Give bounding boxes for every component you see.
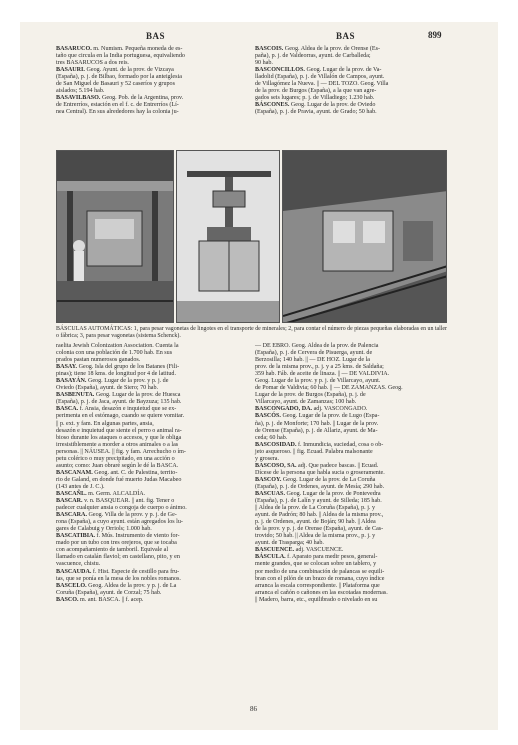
figure-illustration-1 bbox=[57, 151, 174, 323]
entry-line: BASCO. m. ant. BASCA. || f. acep. bbox=[56, 596, 144, 603]
page-footer-mark: 86 bbox=[250, 705, 257, 713]
entry-line: (España), p. j. de Lalín y ayunt. de Silleda; 185 hab. bbox=[255, 498, 382, 505]
entry-line: de la prov. de Burgos (España), a la que van agre- bbox=[255, 88, 377, 95]
entry-line: BASCANAM. Geog. ant. C. de Palestina, territo- bbox=[56, 469, 178, 476]
entry-line: padecer cualquier ansia o congoja de cuerpo o ánimo. bbox=[56, 505, 187, 512]
entry-line: Lugar de la prov. de Burgos (España), p. j. de bbox=[255, 392, 366, 399]
entry-line: petu colérico o muy precipitado, en una acción o bbox=[56, 455, 175, 462]
entry-line: con acompañamiento de tamboril. Equivale al bbox=[56, 547, 169, 554]
figure-caption: BÁSCULAS AUTOMÁTICAS: 1, para pesar vagonetas de lingotes en el transporte de minerales; 2, para contar el número de piezas pequeñas elaboradas en un taller o fábrica; 3, para pesar vagonetas (sistema Schenck). bbox=[56, 326, 447, 339]
entry-line: de Orense (España), p. j. de Allariz, ayunt. de Ma- bbox=[255, 427, 378, 434]
entry-line: lladolid (España), p. j. de Villalón de Campos, ayunt. bbox=[255, 74, 385, 81]
entry-line: prados pastan numerosos ganados. bbox=[56, 357, 141, 364]
entry-line: jeto asqueroso. || fig. Ecuad. Palabra malsonante bbox=[255, 448, 373, 455]
entry-line: Berzosilla; 140 hab. || — DE HOZ. Lugar de la bbox=[255, 357, 370, 364]
entry-line: BASCATIBIA. f. Mús. Instrumento de viento for- bbox=[56, 533, 180, 540]
entry-line: BASAY. Geog. Isla del grupo de los Batanes (Fili- bbox=[56, 364, 180, 371]
entry-line: ña), p. j. de Monforte; 170 hab. || Lugar de la prov. bbox=[255, 420, 379, 427]
entry-line: BASCAUDA. f. Hist. Especie de cestillo para fru- bbox=[56, 568, 180, 575]
entry-line: BASCUAS. Geog. Lugar de la prov. de Pontevedra bbox=[255, 490, 381, 497]
entry-line: mado por un tubo con tres orejeros, que se tocaba bbox=[56, 540, 177, 547]
figure-illustration-3 bbox=[283, 151, 447, 323]
scales-figure bbox=[56, 150, 447, 323]
entry-line: (España), p. j. de Ordenes, ayunt. de Mesía; 290 hab. bbox=[255, 483, 385, 490]
entry-line: mente grandes, que se colocan sobre un tablero, y bbox=[255, 561, 377, 568]
entry-line: gados seis lugares; p. j. de Villadiego; 1.230 hab. bbox=[255, 95, 375, 102]
entry-line: y grosera. bbox=[255, 455, 280, 462]
entry-line: BASCOSIDAD. f. Inmundicia, suciedad, cosa o ob- bbox=[255, 441, 384, 448]
entry-line: BASCOSO, SA. adj. Que padece bascas. || Ecuad. bbox=[255, 462, 379, 469]
entry-line: BASAVILBASO. Geog. Pob. de la Argentina, prov. bbox=[56, 95, 184, 102]
entry-line: BASCONGADO, DA. adj. VASCONGADO. bbox=[255, 406, 368, 413]
entry-line: (España), p. j. de Cervera de Pisuerga, ayunt. de bbox=[255, 350, 373, 357]
entry-line: vascuence, chistu. bbox=[56, 561, 101, 568]
entry-line: gares de Calabuig y Orriols; 1.000 hab. bbox=[56, 526, 152, 533]
entry-line: Geog. Lugar de la prov. y p. j. de Villarcayo, ayunt. bbox=[255, 378, 381, 385]
entry-line: nea Central). En sus alrededores hay la colonia ju- bbox=[56, 109, 179, 116]
figure-illustration-2 bbox=[177, 151, 280, 323]
entry-line: BASCÓS. Geog. Lugar de la prov. de Lugo (Espa- bbox=[255, 413, 380, 420]
entry-line: trovido; 50 hab. || Aldea de la misma prov., p. j. y bbox=[255, 533, 376, 540]
entry-line: BÁSCONES. Geog. Lugar de la prov. de Oviedo bbox=[255, 102, 376, 109]
entry-line: Coruña (España), ayunt. de Corzal; 75 hab. bbox=[56, 589, 162, 596]
entry-line: p. j. de Ordenes, ayunt. de Boján; 90 hab. || Aldea bbox=[255, 519, 376, 526]
entry-line: BASARUCO. m. Numism. Pequeña moneda de es- bbox=[56, 46, 183, 52]
entry-line: BASCOIS. Geog. Aldea de la prov. de Orense (Es- bbox=[255, 46, 381, 52]
entry-line: llamado en catalán flaviol; en castellano, pito, y en bbox=[56, 554, 180, 561]
entry-line: || p. ext. y fam. En algunas partes, ansia, bbox=[56, 420, 154, 427]
entry-line: aislados; 5.194 hab. bbox=[56, 88, 105, 95]
entry-line: BASCUENCE. adj. VASCUENCE. bbox=[255, 547, 344, 554]
entry-line: Oviedo (España), ayunt. de Siero; 70 hab. bbox=[56, 385, 159, 392]
entry-line: arranca el cañón o cañones en las escotadas modernas. bbox=[255, 589, 388, 596]
upper-right-column bbox=[255, 46, 447, 116]
entry-line: Villarcayo, ayunt. de Zamanzas; 100 hab. bbox=[255, 399, 357, 406]
upper-left-column bbox=[56, 46, 248, 116]
entry-line: por medio de una combinación de palancas se equili- bbox=[255, 568, 385, 575]
lower-right-column bbox=[255, 343, 447, 604]
entry-line: de Entrerríos, estación en el f. c. de Entrerríos (Lí- bbox=[56, 102, 179, 109]
entry-line: BASAYÁN. Geog. Lugar de la prov. y p. j. de bbox=[56, 378, 169, 385]
running-head-left: BAS bbox=[146, 31, 166, 41]
entry-line: ayunt. de Padrón; 80 hab. || Aldea de la misma prov., bbox=[255, 512, 384, 519]
entry-line: tres BASARUCOS a dos reis. bbox=[56, 60, 129, 67]
lower-left-column bbox=[56, 343, 248, 604]
entry-line: BASCARA. Geog. Villa de la prov. y p. j. de Ge- bbox=[56, 512, 177, 519]
entry-line: ceda; 60 hab. bbox=[255, 434, 288, 441]
figure-panel-1 bbox=[56, 150, 174, 323]
entry-line: personas. || NÁUSEA. || fig. y fam. Arrechucho o ím- bbox=[56, 448, 186, 455]
entry-line: BASCAÑL. m. Germ. ALCALDÍA. bbox=[56, 490, 146, 497]
figure-panel-3 bbox=[282, 150, 447, 323]
entry-line: bran con el pilón de un brazo de romana, cuyo índice bbox=[255, 575, 385, 582]
entry-line: bioso durante los ataques o accesos, y que le obliga bbox=[56, 434, 182, 441]
entry-line: — DE EBRO. Geog. Aldea de la prov. de Palencia bbox=[255, 343, 379, 349]
entry-line: BASCOY. Geog. Lugar de la prov. de La Coruña bbox=[255, 476, 376, 483]
entry-line: colonia con una población de 1.700 hab. En sus bbox=[56, 350, 173, 357]
entry-line: 90 hab. bbox=[255, 60, 273, 67]
entry-line: asunto; como: Juan obraré según le dé la BASCA. bbox=[56, 462, 179, 469]
entry-line: irresistiblemente a morder a otros animales o a las bbox=[56, 441, 179, 448]
figure-panel-2 bbox=[176, 150, 280, 323]
entry-line: paña), p. j. de Valdeorras, ayunt. de Carballeda; bbox=[255, 53, 371, 60]
entry-line: de la prov. y p. j. de Orense (España), ayunt. de Cas- bbox=[255, 526, 384, 533]
entry-line: (España), p. j. de Bilbao, formado por la anteiglesia bbox=[56, 74, 182, 81]
entry-line: (143 antes de J. C.). bbox=[56, 483, 105, 490]
entry-line: desazón e inquietud que siente el perro o animal ra- bbox=[56, 427, 182, 434]
entry-line: BÁSCULA. f. Aparato para medir pesos, general- bbox=[255, 554, 378, 561]
entry-line: 359 hab. Fáb. de aceite de linaza. || — DE VALDIVIA. bbox=[255, 371, 390, 378]
entry-line: BASCELO. Geog. Aldea de la prov. y p. j. de La bbox=[56, 582, 177, 589]
entry-line: de San Miguel de Basauri y 52 caseríos y grupos bbox=[56, 81, 175, 88]
entry-line: Dícese de la persona que habla sucia o groseramente. bbox=[255, 469, 385, 476]
entry-line: tas, que se ponía en la mesa de los nobles romanos. bbox=[56, 575, 181, 582]
entry-line: BASCONCILLOS. Geog. Lugar de la prov. de Va- bbox=[255, 67, 382, 74]
entry-line: pinas); tiene 18 kms. de longitud por 4 de latitud. bbox=[56, 371, 176, 378]
entry-line: de Pomar de Valdivia; 60 hab. || — DE ZAMANZAS. Geog. bbox=[255, 385, 403, 392]
page-number: 899 bbox=[428, 30, 442, 40]
entry-line: raelita Jewish Colonization Association. Cuenta la bbox=[56, 343, 179, 349]
entry-line: rona (España), a cuyo ayunt. están agregados los lu- bbox=[56, 519, 183, 526]
entry-line: rio de Galand, en donde fué muerto Judas Macabeo bbox=[56, 476, 182, 483]
entry-line: (España), p. j. de Jaca, ayunt. de Bayzuza; 135 hab. bbox=[56, 399, 182, 406]
entry-line: de Villagómez la Nueva. || — DEL TOZO. Geog. Villa bbox=[255, 81, 389, 88]
entry-line: BASAURI. Geog. Ayunt. de la prov. de Vizcaya bbox=[56, 67, 174, 74]
running-head-right: BAS bbox=[336, 31, 356, 41]
entry-line: perimenta en el estómago, cuando se quiere vomitar. bbox=[56, 413, 185, 420]
entry-line: || Aldea de la prov. de La Coruña (España), p. j. y bbox=[255, 505, 375, 512]
entry-line: || Madero, barra, etc., equilibrado o nivelado en su bbox=[255, 596, 378, 603]
entry-line: prov. de la misma prov., p. j. y a 25 kms. de Saldaña; bbox=[255, 364, 384, 371]
entry-line: BASCA. f. Ansia, desazón e inquietud que se ex- bbox=[56, 406, 177, 413]
entry-line: (España), p. j. de Pravia, ayunt. de Grado; 50 hab. bbox=[255, 109, 377, 116]
entry-line: arranca la escala correspondiente. || Plataforma que bbox=[255, 582, 380, 589]
entry-line: BASBENUTA. Geog. Lugar de la prov. de Huesca bbox=[56, 392, 181, 399]
entry-line: taño que circula en la India portuguesa, equivaliendo bbox=[56, 53, 185, 60]
entry-line: BASCAR. v. n. BASQUEAR. || ant. fig. Tener o bbox=[56, 498, 175, 505]
entry-line: ayunt. de Trasparga; 40 hab. bbox=[255, 540, 324, 547]
